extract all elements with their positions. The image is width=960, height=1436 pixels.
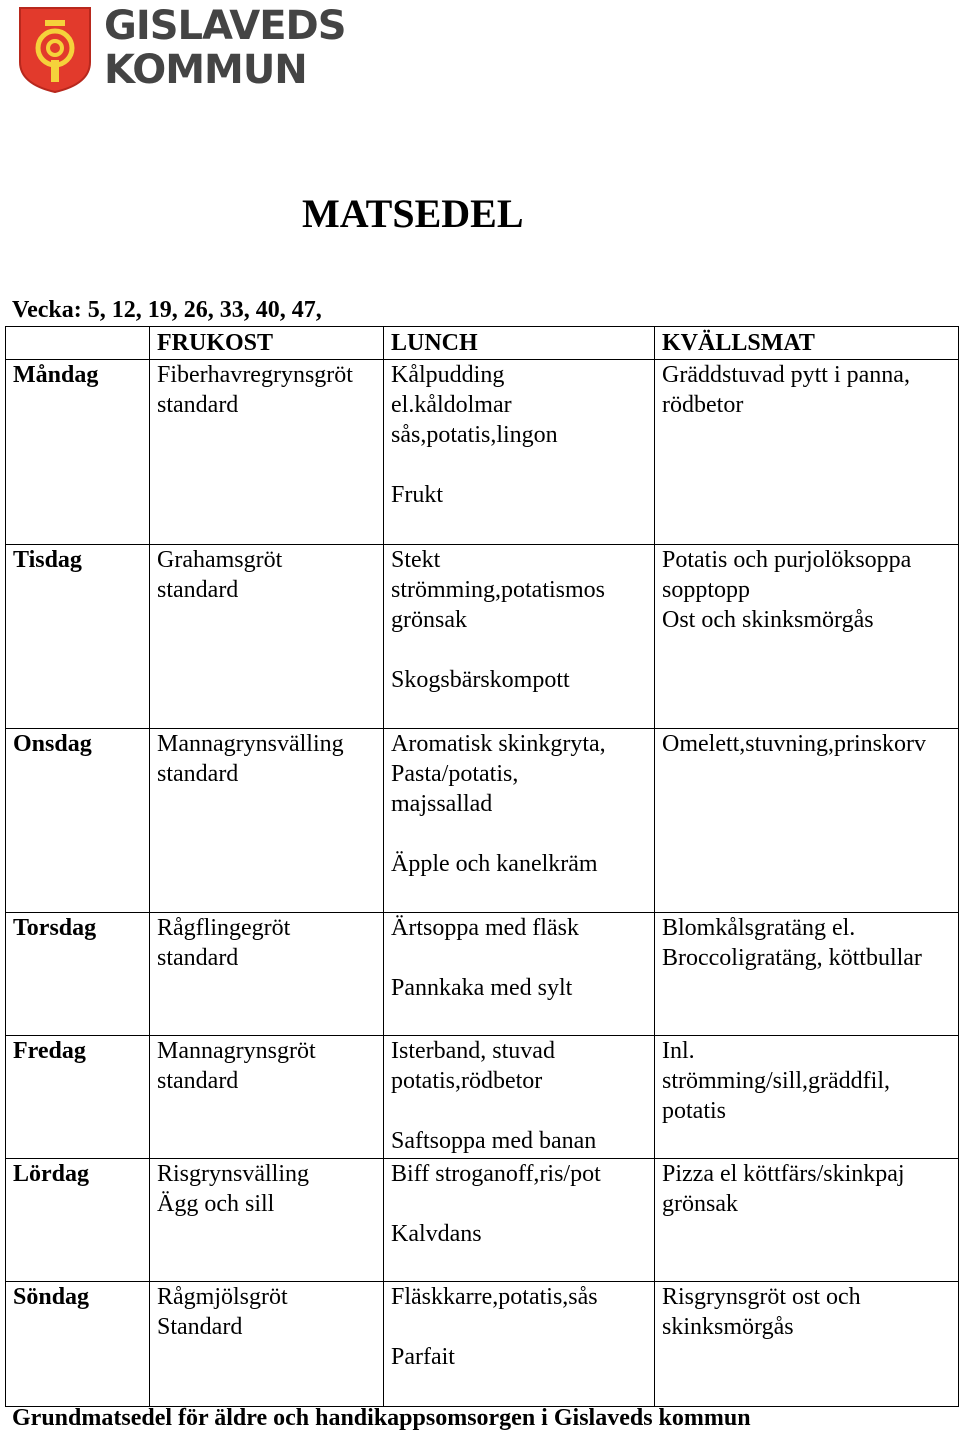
breakfast-line: Rågflingegröt [157, 915, 291, 941]
lunch-line: strömming,potatismos [391, 577, 606, 603]
lunch-cell [384, 913, 655, 1036]
dinner-cell [655, 1159, 959, 1282]
dinner-line: potatis [662, 1098, 726, 1124]
breakfast-line: Mannagrynsvälling [157, 731, 344, 757]
lunch-cell [384, 729, 655, 913]
spacer [391, 1312, 654, 1342]
breakfast-cell [150, 913, 384, 1036]
breakfast-line: standard [157, 945, 239, 971]
table-row [6, 545, 959, 729]
header-lunch: LUNCH [384, 327, 655, 360]
dinner-cell [655, 360, 959, 545]
dinner-line: strömming/sill,gräddfil, [662, 1068, 890, 1094]
breakfast-cell [150, 1159, 384, 1282]
header-dinner: KVÄLLSMAT [655, 327, 959, 360]
lunch-line: Frukt [391, 482, 444, 508]
day-cell: Måndag [6, 360, 150, 545]
breakfast-cell [150, 729, 384, 913]
dinner-line: grönsak [662, 1191, 738, 1217]
breakfast-line: standard [157, 392, 239, 418]
lunch-cell [384, 360, 655, 545]
dinner-cell [655, 729, 959, 913]
lunch-line: Skogsbärskompott [391, 667, 570, 693]
lunch-cell [384, 545, 655, 729]
table-row [6, 729, 959, 913]
dinner-cell [655, 545, 959, 729]
spacer [391, 635, 654, 665]
dinner-line: Omelett,stuvning,prinskorv [662, 731, 926, 757]
breakfast-line: Mannagrynsgröt [157, 1038, 316, 1064]
breakfast-cell [150, 1036, 384, 1159]
lunch-line: Aromatisk skinkgryta, [391, 731, 606, 757]
dinner-line: skinksmörgås [662, 1314, 794, 1340]
lunch-line: Äpple och kanelkräm [391, 851, 598, 877]
breakfast-cell [150, 360, 384, 545]
spacer [391, 943, 654, 973]
lunch-line: Saftsoppa med banan [391, 1128, 597, 1154]
gislaveds-kommun-logo [18, 3, 363, 96]
breakfast-line: standard [157, 761, 239, 787]
dinner-line: Gräddstuvad pytt i panna, [662, 362, 910, 388]
breakfast-line: standard [157, 577, 239, 603]
lunch-line: el.kåldolmar [391, 392, 512, 418]
dinner-line: Inl. [662, 1038, 695, 1064]
header-breakfast: FRUKOST [150, 327, 384, 360]
lunch-line: Fläskkarre,potatis,sås [391, 1284, 598, 1310]
dinner-cell [655, 1282, 959, 1407]
logo-line-2: KOMMUN [104, 47, 307, 93]
lunch-line: Pannkaka med sylt [391, 975, 573, 1001]
breakfast-line: standard [157, 1068, 239, 1094]
dinner-line: sopptopp [662, 577, 751, 603]
dinner-cell [655, 913, 959, 1036]
spacer [391, 450, 654, 480]
header-row [6, 327, 959, 360]
footer-note: Grundmatsedel för äldre och handikappsomsorgen i Gislaveds kommun [12, 1405, 751, 1431]
lunch-cell [384, 1282, 655, 1407]
day-cell: Torsdag [6, 913, 150, 1036]
dinner-line: Broccoligratäng, köttbullar [662, 945, 922, 971]
breakfast-line: Rågmjölsgröt [157, 1284, 288, 1310]
dinner-line: Ost och skinksmörgås [662, 607, 874, 633]
lunch-line: Parfait [391, 1344, 455, 1370]
week-numbers: Vecka: 5, 12, 19, 26, 33, 40, 47, [12, 297, 322, 323]
lunch-line: Biff stroganoff,ris/pot [391, 1161, 601, 1187]
breakfast-line: Ägg och sill [157, 1191, 275, 1217]
day-cell: Söndag [6, 1282, 150, 1407]
dinner-cell [655, 1036, 959, 1159]
spacer [391, 1189, 654, 1219]
table-row [6, 1159, 959, 1282]
lunch-line: Stekt [391, 547, 441, 573]
dinner-line: Potatis och purjolöksoppa [662, 547, 912, 573]
day-cell: Onsdag [6, 729, 150, 913]
lunch-line: Kalvdans [391, 1221, 482, 1247]
lunch-cell [384, 1159, 655, 1282]
table-row [6, 1036, 959, 1159]
dinner-line: Blomkålsgratäng el. [662, 915, 856, 941]
spacer [391, 1096, 654, 1126]
coat-of-arms-icon [18, 6, 92, 94]
breakfast-cell [150, 545, 384, 729]
header-day [6, 327, 150, 360]
dinner-line: Pizza el köttfärs/skinkpaj [662, 1161, 905, 1187]
dinner-line: Risgrynsgröt ost och [662, 1284, 861, 1310]
lunch-line: Ärtsoppa med fläsk [391, 915, 579, 941]
breakfast-line: Grahamsgröt [157, 547, 283, 573]
lunch-line: potatis,rödbetor [391, 1068, 543, 1094]
spacer [391, 819, 654, 849]
breakfast-cell [150, 1282, 384, 1407]
lunch-line: Pasta/potatis, [391, 761, 519, 787]
lunch-cell [384, 1036, 655, 1159]
table-row [6, 360, 959, 545]
lunch-line: Kålpudding [391, 362, 505, 388]
table-row [6, 913, 959, 1036]
dinner-line: rödbetor [662, 392, 744, 418]
day-cell: Fredag [6, 1036, 150, 1159]
lunch-line: majssallad [391, 791, 493, 817]
lunch-line: Isterband, stuvad [391, 1038, 555, 1064]
table-row [6, 1282, 959, 1407]
logo-line-1: GISLAVEDS [104, 3, 346, 49]
day-cell: Tisdag [6, 545, 150, 729]
lunch-line: grönsak [391, 607, 467, 633]
logo-wordmark [104, 3, 346, 94]
breakfast-line: Standard [157, 1314, 243, 1340]
lunch-line: sås,potatis,lingon [391, 422, 558, 448]
breakfast-line: Risgrynsvälling [157, 1161, 310, 1187]
day-cell: Lördag [6, 1159, 150, 1282]
menu-table [5, 326, 959, 1407]
breakfast-line: Fiberhavregrynsgröt [157, 362, 353, 388]
page-title: MATSEDEL [302, 191, 524, 236]
